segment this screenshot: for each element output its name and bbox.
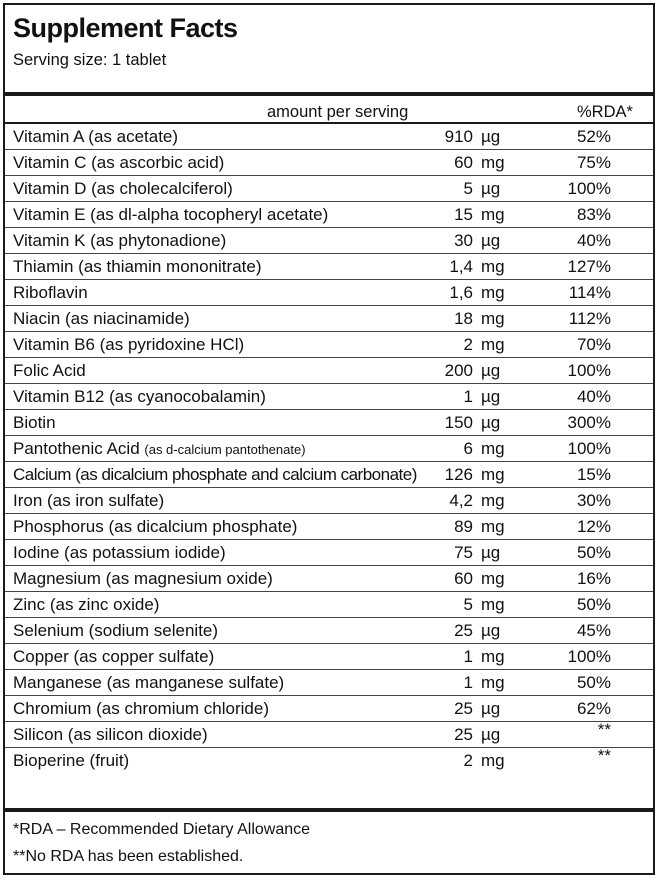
nutrient-name-text: Vitamin E (as dl-alpha tocopheryl acetate) [13, 205, 329, 224]
nutrient-name-text: Vitamin D (as cholecalciferol) [13, 179, 233, 198]
rda-value: 40% [576, 387, 611, 406]
rda-value: 16% [576, 569, 611, 588]
amount-value: 18 [454, 309, 473, 328]
table-row [5, 306, 653, 332]
amount-value: 5 [463, 595, 473, 614]
nutrient-source-note: (as d-calcium pantothenate) [144, 442, 306, 457]
amount-value: 1,4 [449, 257, 473, 276]
amount-unit: mg [481, 517, 505, 536]
nutrient-name-text: Magnesium (as magnesium oxide) [13, 569, 273, 588]
nutrient-name-text: Iron (as iron sulfate) [13, 491, 165, 510]
nutrient-name [13, 410, 56, 436]
rda-value: 127% [567, 257, 611, 276]
table-row [5, 254, 653, 280]
nutrient-name [13, 176, 233, 202]
amount-value: 1 [463, 647, 473, 666]
amount-unit: mg [481, 257, 505, 276]
table-row [5, 592, 653, 618]
amount-unit: mg [481, 569, 505, 588]
table-row [5, 670, 653, 696]
table-row [5, 280, 653, 306]
amount-value: 6 [463, 439, 473, 458]
nutrient-name-text: Calcium (as dicalcium phosphate and calcium carbonate) [13, 465, 417, 484]
amount-value: 30 [454, 231, 473, 250]
nutrient-name-text: Manganese (as manganese sulfate) [13, 673, 285, 692]
table-row [5, 748, 653, 774]
amount-value: 25 [454, 699, 473, 718]
rda-column-header: %RDA* [577, 103, 633, 121]
rda-value: 45% [576, 621, 611, 640]
amount-value: 150 [444, 413, 473, 432]
header-divider [5, 92, 653, 96]
table-row [5, 488, 653, 514]
amount-unit: mg [481, 491, 505, 510]
nutrient-name [13, 670, 284, 696]
amount-value: 5 [463, 179, 473, 198]
rda-value: ** [597, 746, 611, 765]
rda-value: 300% [567, 413, 611, 432]
nutrient-name-text: Phosphorus (as dicalcium phosphate) [13, 517, 298, 536]
table-row [5, 228, 653, 254]
rda-value: ** [597, 720, 611, 739]
table-row [5, 566, 653, 592]
rda-value: 15% [576, 465, 611, 484]
table-row [5, 644, 653, 670]
nutrient-name-text: Copper (as copper sulfate) [13, 647, 215, 666]
amount-unit: mg [481, 595, 505, 614]
amount-unit: mg [481, 335, 505, 354]
amount-unit: mg [481, 465, 505, 484]
nutrient-name-text: Vitamin K (as phytonadione) [13, 231, 227, 250]
nutrient-name [13, 384, 266, 410]
amount-unit: µg [481, 725, 501, 744]
amount-value: 75 [454, 543, 473, 562]
table-row [5, 436, 653, 462]
nutrient-name-text: Bioperine (fruit) [13, 751, 130, 770]
nutrient-name-text: Iodine (as potassium iodide) [13, 543, 226, 562]
nutrient-name [13, 202, 328, 228]
amount-value: 15 [454, 205, 473, 224]
table-row [5, 124, 653, 150]
table-row [5, 696, 653, 722]
footnote-rda: *RDA – Recommended Dietary Allowance [13, 821, 311, 838]
rda-value: 83% [576, 205, 611, 224]
table-row [5, 618, 653, 644]
amount-unit: mg [481, 673, 505, 692]
nutrient-name-text: Vitamin C (as ascorbic acid) [13, 153, 225, 172]
rda-value: 40% [576, 231, 611, 250]
rda-value: 50% [576, 673, 611, 692]
amount-value: 25 [454, 621, 473, 640]
footnote-no-rda: **No RDA has been established. [13, 848, 244, 865]
nutrient-name [13, 462, 417, 488]
rda-value: 75% [576, 153, 611, 172]
rda-value: 70% [576, 335, 611, 354]
rda-value: 100% [567, 361, 611, 380]
nutrient-name [13, 540, 226, 566]
table-row [5, 410, 653, 436]
panel-title: Supplement Facts [13, 13, 238, 43]
amount-value: 2 [463, 335, 473, 354]
amount-unit: µg [481, 387, 501, 406]
rda-value: 100% [567, 179, 611, 198]
amount-value: 60 [454, 153, 473, 172]
nutrient-name-text: Vitamin B6 (as pyridoxine HCl) [13, 335, 245, 354]
rda-value: 62% [576, 699, 611, 718]
amount-value: 2 [463, 751, 473, 770]
footer-divider [5, 808, 653, 812]
table-row [5, 514, 653, 540]
amount-value: 4,2 [449, 491, 473, 510]
rda-value: 114% [568, 283, 611, 302]
nutrient-name [13, 358, 86, 384]
amount-unit: µg [481, 127, 501, 146]
amount-unit: mg [481, 647, 505, 666]
supplement-facts-panel [3, 3, 655, 875]
table-row [5, 150, 653, 176]
nutrient-name [13, 228, 226, 254]
amount-value: 910 [444, 127, 473, 146]
table-row [5, 540, 653, 566]
nutrient-name [13, 488, 164, 514]
amount-value: 1 [463, 387, 473, 406]
amount-unit: mg [481, 283, 505, 302]
amount-column-header: amount per serving [267, 103, 409, 121]
amount-unit: µg [481, 231, 501, 250]
nutrient-name [13, 436, 306, 463]
nutrient-name-text: Chromium (as chromium chloride) [13, 699, 270, 718]
amount-value: 89 [454, 517, 473, 536]
nutrient-name [13, 644, 214, 670]
nutrient-name-text: Selenium (sodium selenite) [13, 621, 219, 640]
nutrient-name-text: Thiamin (as thiamin mononitrate) [13, 257, 262, 276]
table-row [5, 384, 653, 410]
nutrient-name-text: Riboflavin [13, 283, 88, 302]
amount-value: 126 [444, 465, 473, 484]
amount-unit: µg [481, 543, 501, 562]
rda-value: 50% [576, 595, 611, 614]
nutrient-name [13, 514, 297, 540]
nutrient-name-text: Vitamin A (as acetate) [13, 127, 179, 146]
table-row [5, 722, 653, 748]
nutrient-name-text: Biotin [13, 413, 56, 432]
amount-value: 1 [463, 673, 473, 692]
rda-value: 100% [567, 439, 611, 458]
table-row [5, 176, 653, 202]
rda-value: 100% [567, 647, 611, 666]
nutrient-name [13, 332, 244, 358]
nutrient-name [13, 722, 208, 748]
amount-unit: mg [481, 205, 505, 224]
nutrient-name [13, 566, 273, 592]
amount-unit: µg [481, 621, 501, 640]
amount-value: 60 [454, 569, 473, 588]
amount-unit: µg [481, 413, 501, 432]
amount-unit: µg [481, 361, 501, 380]
nutrient-name [13, 696, 269, 722]
amount-unit: mg [481, 309, 505, 328]
nutrient-name-text: Niacin (as niacinamide) [13, 309, 190, 328]
nutrient-name-text: Folic Acid [13, 361, 86, 380]
nutrient-name [13, 748, 129, 774]
nutrient-name-text: Vitamin B12 (as cyanocobalamin) [13, 387, 266, 406]
table-row [5, 202, 653, 228]
amount-unit: µg [481, 179, 501, 198]
rda-value: 50% [576, 543, 611, 562]
nutrient-name-text: Pantothenic Acid [13, 439, 140, 458]
nutrient-name [13, 124, 178, 150]
nutrient-name [13, 618, 218, 644]
amount-unit: mg [481, 439, 505, 458]
nutrient-name [13, 150, 224, 176]
serving-size: Serving size: 1 tablet [13, 51, 167, 69]
amount-value: 200 [444, 361, 473, 380]
nutrient-name [13, 592, 159, 618]
amount-unit: mg [481, 153, 505, 172]
nutrient-name [13, 254, 261, 280]
amount-unit: µg [481, 699, 501, 718]
table-row [5, 358, 653, 384]
table-row [5, 332, 653, 358]
rda-value: 112% [568, 309, 611, 328]
amount-value: 1,6 [449, 283, 473, 302]
nutrient-name [13, 280, 88, 306]
nutrient-name [13, 306, 190, 332]
nutrient-name-text: Silicon (as silicon dioxide) [13, 725, 208, 744]
rda-value: 30% [576, 491, 611, 510]
nutrient-name-text: Zinc (as zinc oxide) [13, 595, 160, 614]
table-row [5, 462, 653, 488]
rda-value: 52% [576, 127, 611, 146]
rda-value: 12% [576, 517, 611, 536]
nutrient-table [5, 124, 653, 774]
amount-value: 25 [454, 725, 473, 744]
amount-unit: mg [481, 751, 505, 770]
